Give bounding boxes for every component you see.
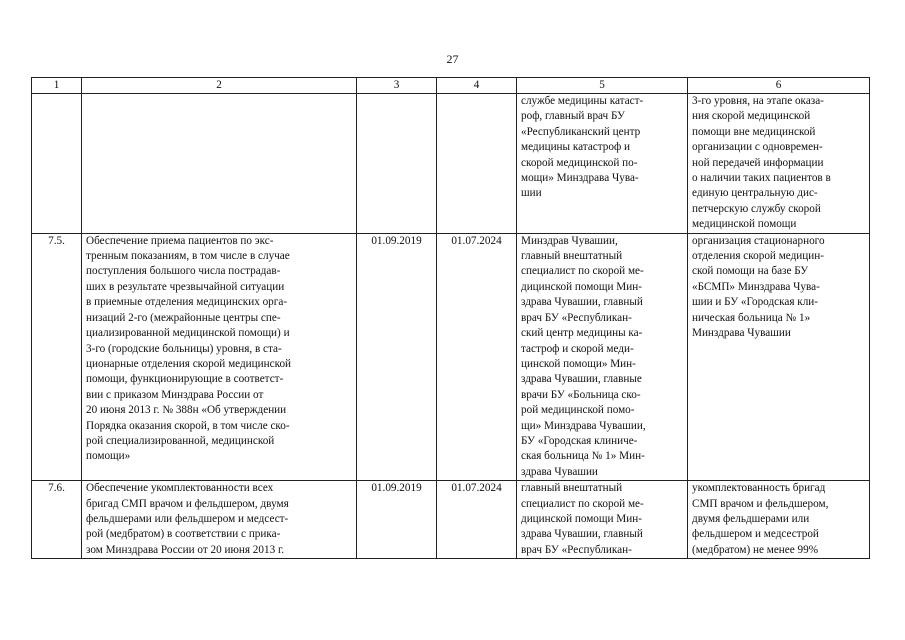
task-cell <box>82 94 357 234</box>
start-date: 01.09.2019 <box>357 481 437 559</box>
result-cell <box>688 481 870 559</box>
start-date: 01.09.2019 <box>357 233 437 481</box>
table-row <box>32 233 870 481</box>
plan-table <box>31 77 870 559</box>
row-number: 7.6. <box>32 481 82 559</box>
responsible-cell <box>517 481 688 559</box>
column-header: 5 <box>517 78 688 94</box>
page-number: 27 <box>446 52 459 66</box>
column-header: 3 <box>357 78 437 94</box>
column-header: 1 <box>32 78 82 94</box>
task-cell <box>82 481 357 559</box>
row-number: 7.5. <box>32 233 82 481</box>
header-row <box>32 78 870 94</box>
table-row <box>32 481 870 559</box>
result-text: 3-го уровня, на этапе оказа- ния скорой медицинской помощи вне медицинской организации с одновремен- ной передачей информации о наличии таких пациентов в единую центральную дис- петчерскую службу скорой медицинской помощи <box>692 95 831 231</box>
task-text: Обеспечение укомплектованности всех бригад СМП врачом и фельдшером, двумя фельдшерами или фельдшером и медсест- рой (медбратом) в соответствии с прика- зом Минздрава России от 20 июня 2013 г. <box>86 482 289 556</box>
table-row <box>32 94 870 234</box>
task-cell <box>82 233 357 481</box>
responsible-text: главный внештатный специалист по скорой ме- дицинской помощи Мин- здрава Чувашии, главный врач БУ «Республикан- <box>521 482 644 556</box>
responsible-cell <box>517 94 688 234</box>
task-text: Обеспечение приема пациентов по экс- тренным показаниям, в том числе в случае поступления большого числа пострадав- ших в результате чрезвычайной ситуации в приемные отделения медицинских орга- низаций 2-го (межрайонные центры спе- циализированной медицинской помощи) и 3-го (городские больницы) уровня, в ста- ционарные отделения скорой медицинской помощи, функционирующие в соответст- вии с приказом Минздрава России от 20 июня 2013 г. № 388н «Об утверждении Порядка оказания скорой, в том числе ско- рой специализированной, медицинской помощи» <box>86 234 292 463</box>
end-date <box>437 94 517 234</box>
column-header: 2 <box>82 78 357 94</box>
result-cell <box>688 233 870 481</box>
start-date <box>357 94 437 234</box>
result-text: организация стационарного отделения скорой медицин- ской помощи на базе БУ «БСМП» Минздрава Чува- шии и БУ «Городская кли- ническая больница № 1» Минздрава Чувашии <box>692 234 825 340</box>
responsible-text: Минздрав Чувашии, главный внештатный специалист по скорой ме- дицинской помощи Мин- здрава Чувашии, главный врач БУ «Республикан- ский центр медицины ка- тастроф и скорой меди- цинской помощи» Мин- здрава Чувашии, главные врачи БУ «Больница ско- рой медицинской помо- щи» Минздрава Чувашии, БУ «Городская клиниче- ская больница № 1» Мин- здрава Чувашии <box>521 234 646 478</box>
responsible-text: службе медицины катаст- роф, главный врач БУ «Республиканский центр медицины катастроф и скорой медицинской по- мощи» Минздрава Чува- шии <box>521 95 644 200</box>
row-number <box>32 94 82 234</box>
column-header: 6 <box>688 78 870 94</box>
end-date: 01.07.2024 <box>437 233 517 481</box>
column-header: 4 <box>437 78 517 94</box>
result-text: укомплектованность бригад СМП врачом и фельдшером, двумя фельдшерами или фельдшером и медсестрой (медбратом) не менее 99% <box>692 482 829 556</box>
end-date: 01.07.2024 <box>437 481 517 559</box>
result-cell <box>688 94 870 234</box>
responsible-cell <box>517 233 688 481</box>
